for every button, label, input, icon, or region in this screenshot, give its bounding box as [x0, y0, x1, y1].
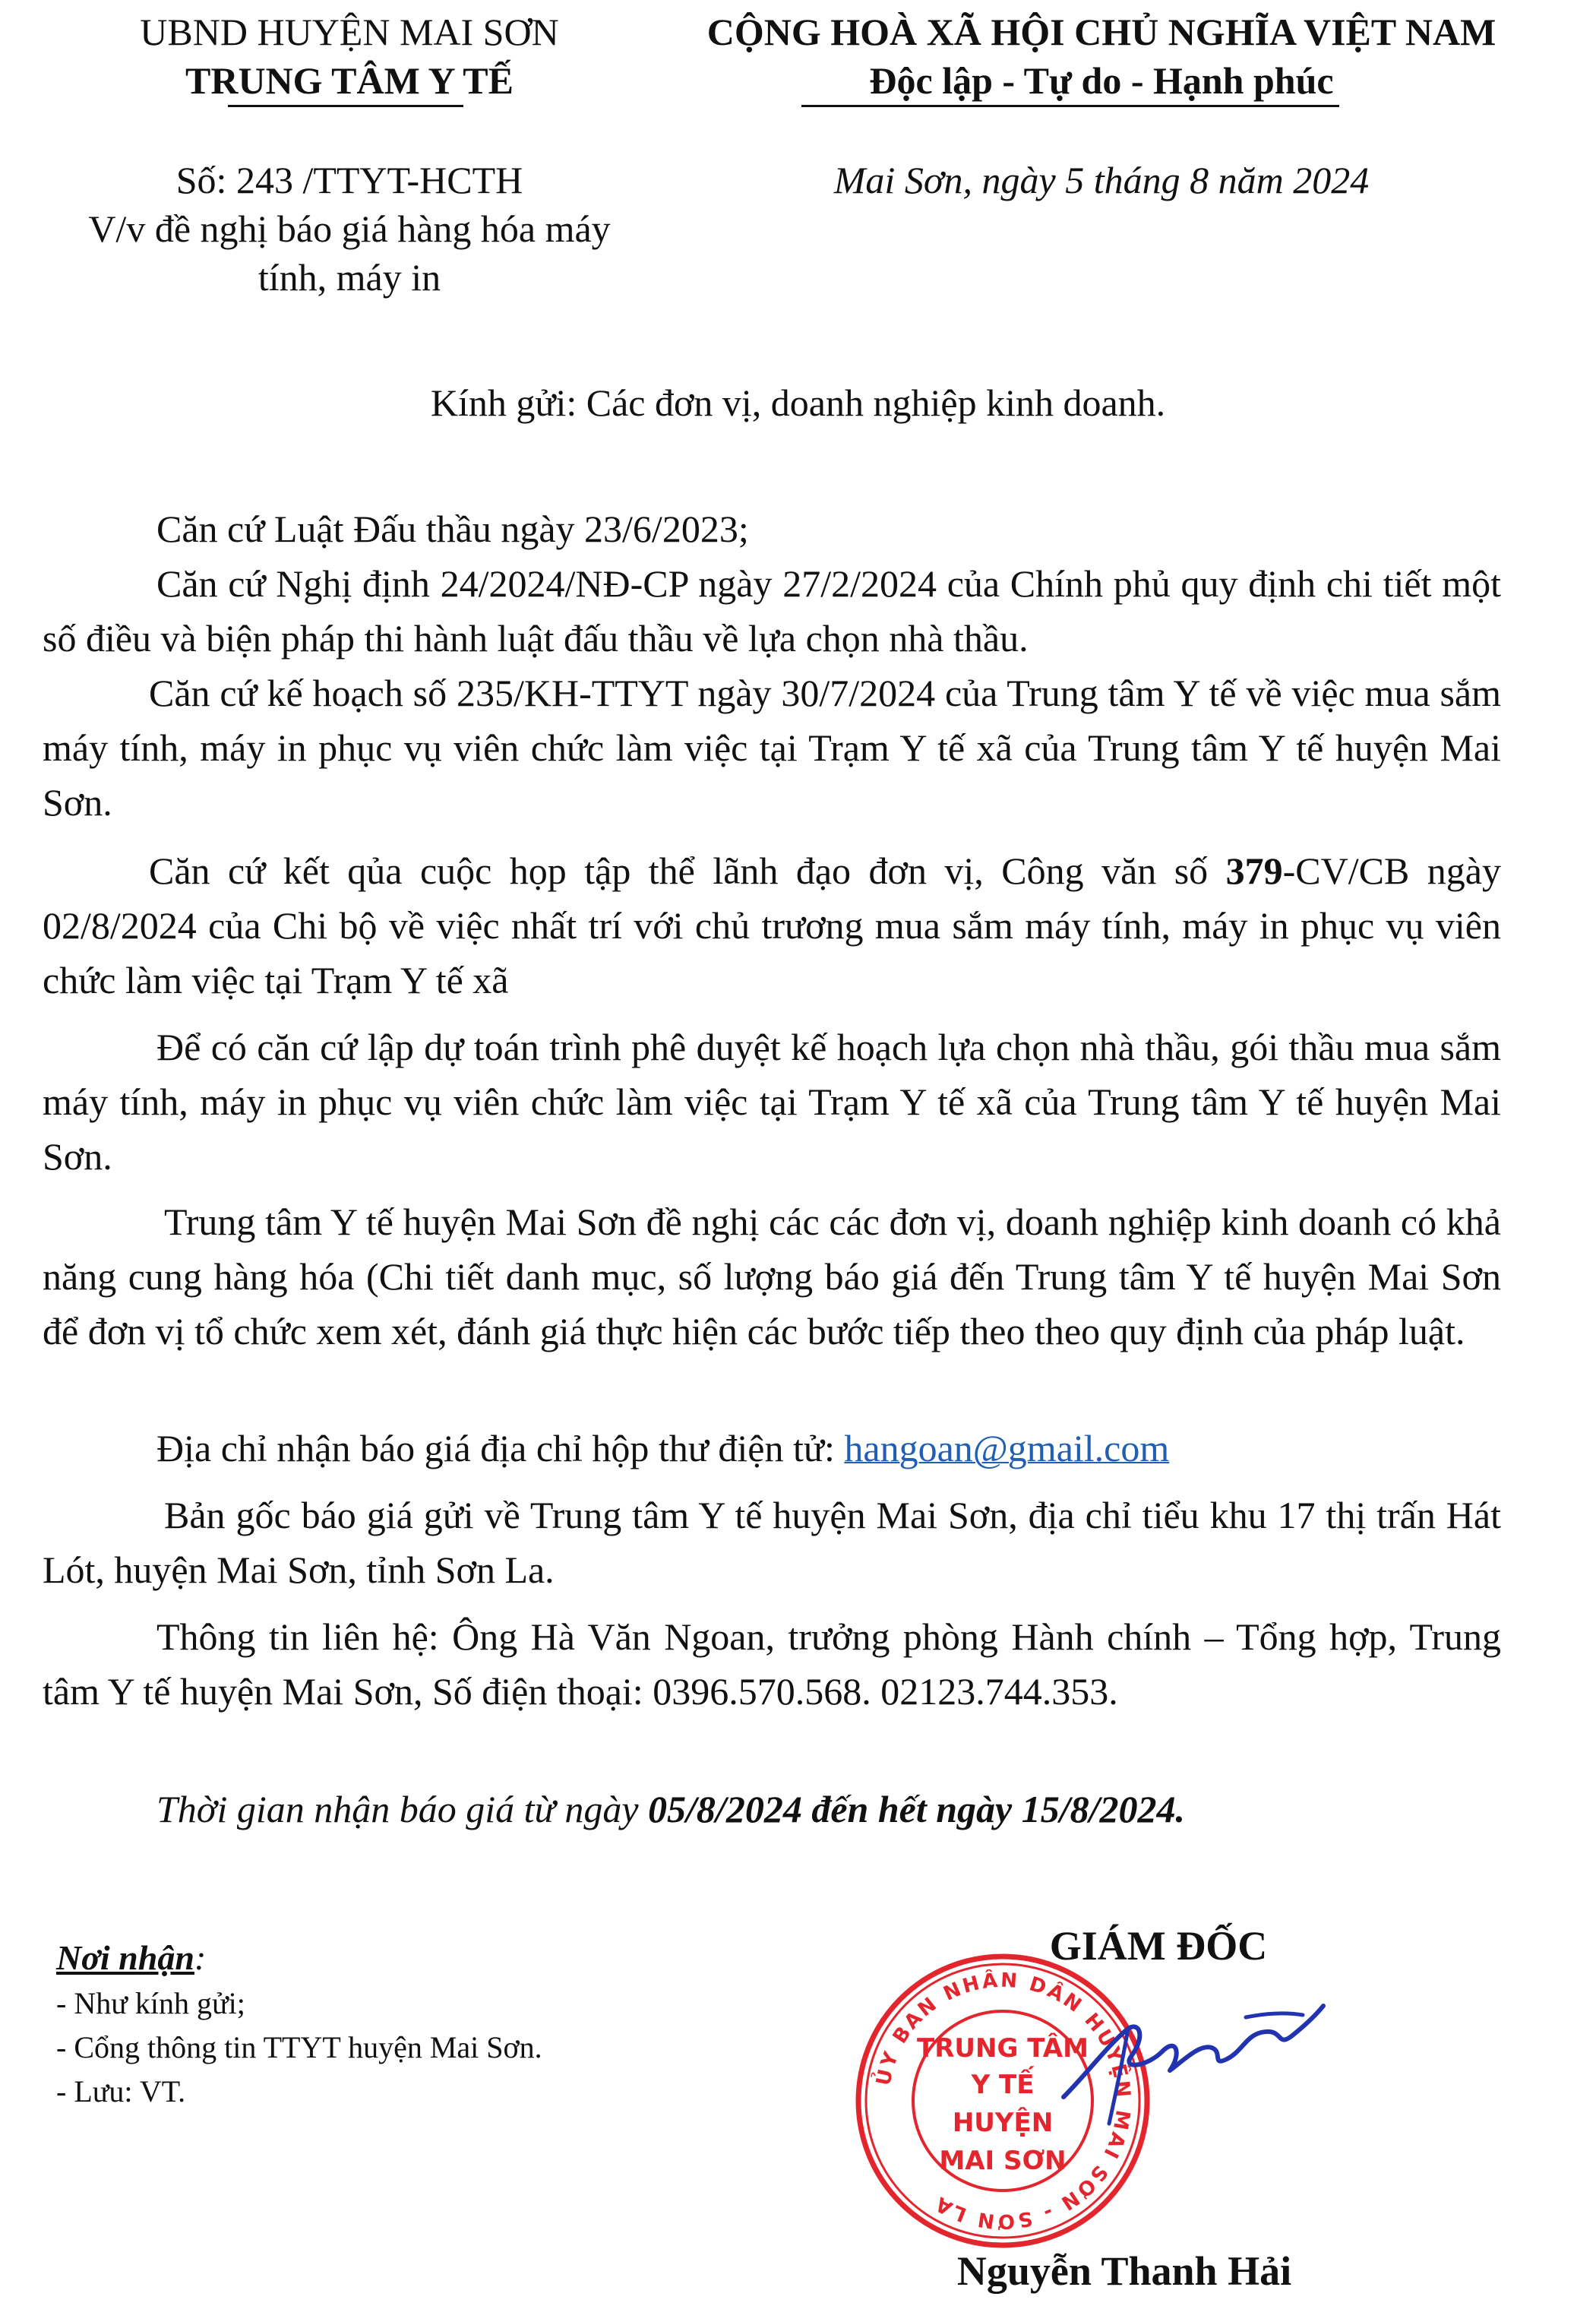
paragraph-original-address: Bản gốc báo giá gửi về Trung tâm Y tế huyện Mai Sơn, địa chỉ tiểu khu 17 thị trấn Hát Lót, huyện Mai Sơn, tỉnh Sơn La.: [43, 1494, 1501, 1591]
body-block-7: [43, 1609, 1501, 1719]
paragraph-legal-basis-1: Căn cứ Luật Đấu thầu ngày 23/6/2023;: [156, 508, 749, 550]
header-right: [661, 8, 1542, 105]
body-block-8: [43, 1782, 1501, 1836]
subject-line-2: tính, máy in: [258, 256, 441, 299]
signature-stroke-top: [1246, 2013, 1303, 2017]
paragraph-deadline: [43, 1782, 1501, 1836]
national-motto: Độc lập - Tự do - Hạnh phúc: [869, 59, 1334, 102]
body-block-1: [43, 501, 1501, 830]
stamp-line-2: Y TẾ: [971, 2070, 1035, 2100]
recipients-block: Nơi nhận: - Như kính gửi; - Cổng thông tin TTYT huyện Mai Sơn. - Lưu: VT.: [56, 1936, 542, 2114]
doc-number: Số: 243 /TTYT-HCTH: [175, 159, 523, 201]
deadline-intro: Thời gian nhận báo giá từ ngày: [156, 1788, 649, 1830]
recipient-item: - Như kính gửi;: [56, 1986, 245, 2020]
meeting-number: 379: [1225, 849, 1283, 892]
stamp-line-3: HUYỆN: [952, 2108, 1054, 2138]
deadline-dates: 05/8/2024 đến hết ngày 15/8/2024.: [648, 1788, 1185, 1830]
stamp-ring-text: ỦY BAN NHÂN DÂN HUYỆN MAI SƠN - SƠN LA: [872, 1969, 1135, 2233]
email-prefix: Địa chỉ nhận báo giá địa chỉ hộp thư điện tử:: [156, 1427, 845, 1469]
motto-underline: [801, 105, 1339, 107]
stamp-line-4: MAI SƠN: [939, 2146, 1067, 2176]
body-block-3: [43, 1020, 1501, 1184]
doc-reference: [53, 156, 646, 302]
paragraph-legal-basis-2: Căn cứ Nghị định 24/2024/NĐ-CP ngày 27/2/2024 của Chính phủ quy định chi tiết một số điều và biện pháp thi hành luật đấu thầu về lựa chọn nhà thầu.: [43, 562, 1501, 660]
handwritten-signature: [1056, 1983, 1329, 2135]
recipient-item: - Lưu: VT.: [56, 2074, 186, 2108]
country-name: CỘNG HOÀ XÃ HỘI CHỦ NGHĨA VIỆT NAM: [706, 11, 1496, 53]
subject-line-1: V/v đề nghị báo giá hàng hóa máy: [88, 207, 611, 250]
unit-name: TRUNG TÂM Y TẾ: [185, 59, 514, 102]
email-link[interactable]: hangoan@gmail.com: [844, 1427, 1170, 1469]
paragraph-contact: Thông tin liên hệ: Ông Hà Văn Ngoan, trưởng phòng Hành chính – Tổng hợp, Trung tâm Y tế huyện Mai Sơn, Số điện thoại: 0396.570.568. 02123.744.353.: [43, 1615, 1501, 1713]
signer-position: GIÁM ĐỐC: [1049, 1923, 1268, 1969]
recipient-item: - Cổng thông tin TTYT huyện Mai Sơn.: [56, 2030, 542, 2064]
paragraph-email: [43, 1421, 1501, 1476]
paragraph-legal-basis-3: Căn cứ kế hoạch số 235/KH-TTYT ngày 30/7/2024 của Trung tâm Y tế về việc mua sắm máy tính, máy in phục vụ viên chức làm việc tại Trạm Y tế xã của Trung tâm Y tế huyện Mai Sơn.: [43, 672, 1501, 824]
meeting-text-before: Căn cứ kết qủa cuộc họp tập thể lãnh đạo đơn vị, Công văn số: [149, 849, 1226, 892]
signer-name: Nguyễn Thanh Hải: [956, 2248, 1292, 2294]
body-block-4: [43, 1194, 1501, 1359]
body-block-2: [43, 843, 1501, 1007]
paragraph-request: Trung tâm Y tế huyện Mai Sơn đề nghị các các đơn vị, doanh nghiệp kinh doanh có khả năng cung hàng hóa (Chi tiết danh mục, số lượng báo giá đến Trung tâm Y tế huyện Mai Sơn để đơn vị tổ chức xem xét, đánh giá thực hiện các bước tiếp theo theo quy định của pháp luật.: [43, 1200, 1501, 1352]
place-date: Mai Sơn, ngày 5 tháng 8 năm 2024: [833, 159, 1370, 201]
unit-underline: [228, 105, 463, 107]
salutation: Kính gửi: Các đơn vị, doanh nghiệp kinh doanh.: [430, 381, 1166, 424]
paragraph-meeting-result: [43, 843, 1501, 1007]
body-block-6: [43, 1488, 1501, 1597]
meeting-text-after: -CV/CB ngày 02/8/2024 của Chi bộ về việc nhất trí với chủ trương mua sắm máy tính, máy in phục vụ viên chức làm việc tại Trạm Y tế xã: [43, 849, 1501, 1001]
agency-name: UBND HUYỆN MAI SƠN: [140, 11, 559, 53]
header-left: [53, 8, 646, 105]
recipients-title: Nơi nhận: [56, 1938, 194, 1977]
stamp-line-1: TRUNG TÂM: [917, 2033, 1089, 2064]
paragraph-purpose: Để có căn cứ lập dự toán trình phê duyệt kế hoạch lựa chọn nhà thầu, gói thầu mua sắm máy tính, máy in phục vụ viên chức làm việc tại Trạm Y tế xã của Trung tâm Y tế huyện Mai Sơn.: [43, 1026, 1501, 1178]
body-block-5: [43, 1421, 1501, 1476]
signature-stroke-main: [1063, 2006, 1323, 2097]
